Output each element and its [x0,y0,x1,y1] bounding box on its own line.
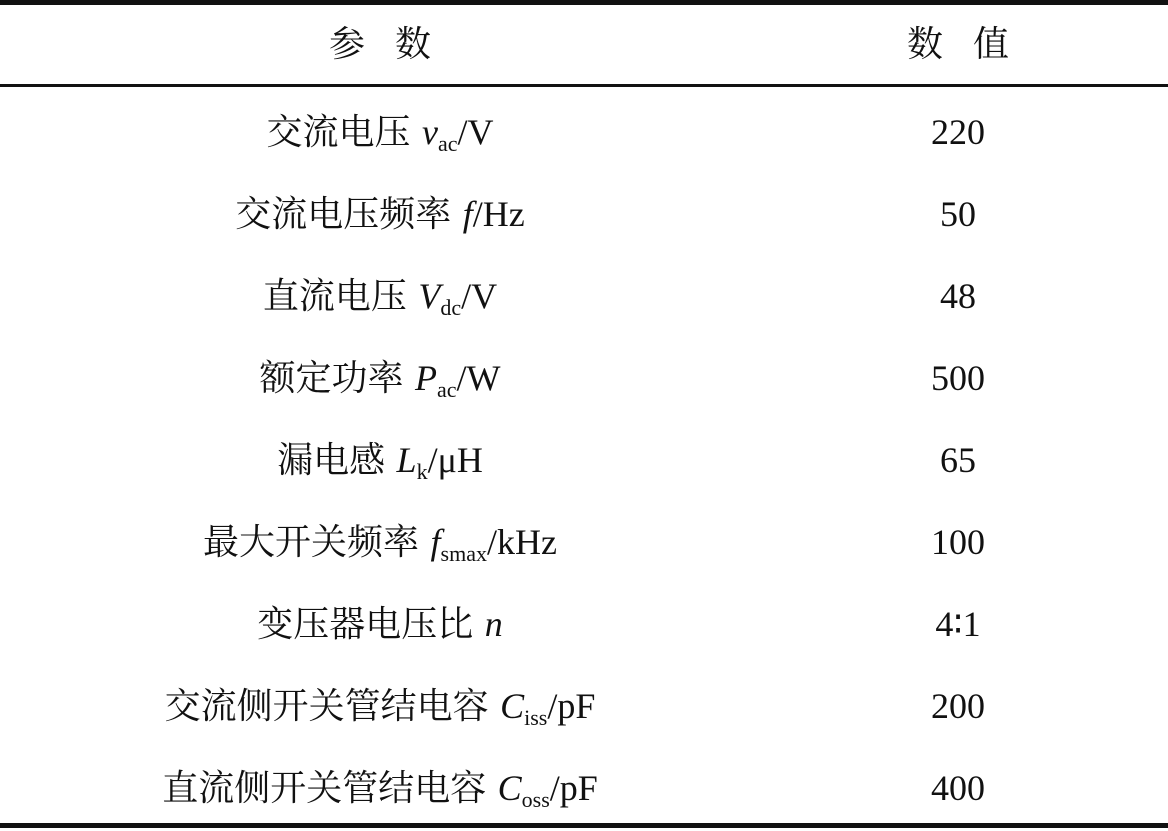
param-unit: /Hz [472,194,525,234]
param-subscript: dc [440,295,462,320]
param-subscript: oss [521,787,550,812]
table-row-value: 400 [931,768,985,808]
table-row-param [0,520,760,576]
table-row-param [0,438,760,494]
param-name: 变压器电压比 [257,604,485,645]
param-symbol: f [430,522,441,562]
table-row-value: 200 [931,686,985,726]
param-name: 漏电感 [277,440,397,481]
param-subscript: iss [524,705,548,730]
param-unit: /V [461,276,498,316]
table-row-value: 48 [940,276,976,316]
param-unit: /pF [549,768,598,808]
param-unit: /W [456,358,501,398]
table-row-param [0,110,760,166]
param-unit: /pF [547,686,596,726]
param-name: 最大开关频率 [203,522,431,563]
param-name: 交流电压频率 [235,194,463,235]
param-name: 交流侧开关管结电容 [164,686,501,727]
param-symbol: L [396,440,417,480]
param-symbol: n [484,604,503,644]
table-row-param [0,274,760,330]
param-symbol: P [414,358,437,398]
param-unit: /μH [427,440,483,480]
param-name: 交流电压 [266,112,422,153]
param-symbol: V [418,276,441,316]
param-symbol: f [462,194,473,234]
table-row-value: 500 [931,358,985,398]
table-row-param [0,602,760,658]
param-symbol: C [497,768,522,808]
param-subscript: ac [437,131,458,156]
table-bottom-rule [0,823,1168,828]
table-row-value: 4∶1 [935,604,981,644]
header-parameter: 参数 [328,24,461,65]
param-unit: /kHz [486,522,557,562]
table-header-rule [0,84,1168,87]
param-symbol: C [500,686,525,726]
param-name: 额定功率 [259,358,415,399]
table-row-param [0,356,760,412]
header-value: 数值 [906,24,1039,65]
param-subscript: ac [436,377,457,402]
param-symbol: v [421,112,438,152]
table-top-rule [0,0,1168,5]
table-row-param [0,684,760,740]
table-row-value: 50 [940,194,976,234]
param-unit: /V [457,112,494,152]
table-row-value: 65 [940,440,976,480]
table-row-value: 100 [931,522,985,562]
param-subscript: k [416,459,428,484]
table-row-param [0,766,760,822]
table-row-value: 220 [931,112,985,152]
table-row-param [0,192,760,248]
param-name: 直流侧开关管结电容 [162,768,498,809]
param-subscript: smax [440,541,487,566]
param-name: 直流电压 [262,276,419,317]
